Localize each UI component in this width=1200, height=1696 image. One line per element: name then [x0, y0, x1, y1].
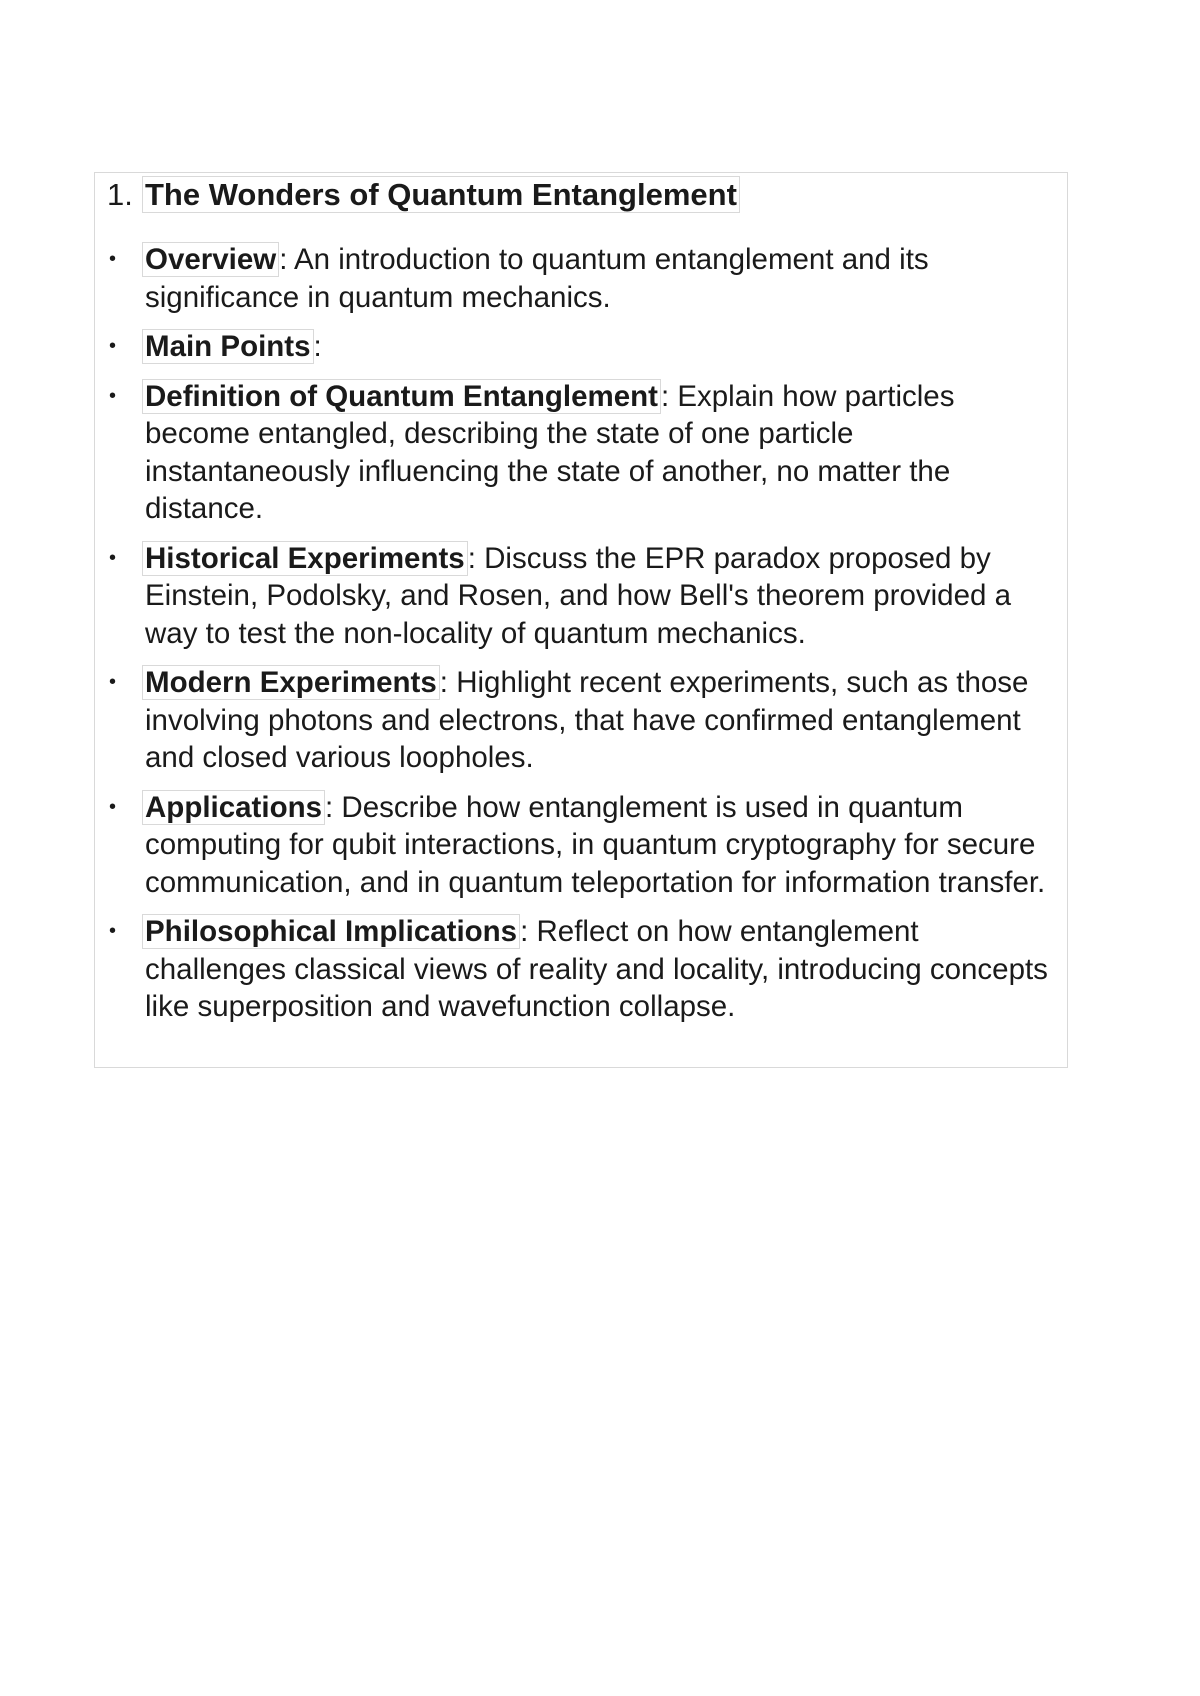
list-item-philosophical-implications [107, 913, 1052, 1026]
list-item-modern-experiments [107, 664, 1052, 777]
bullet-list [107, 241, 1052, 1038]
item-text: Explain how particles become entangled, describing the state of one particle instantaneously influencing the state of another, no matter the distance. [145, 379, 955, 525]
list-item-applications [107, 789, 1052, 902]
item-label: Definition of Quantum Entanglement [142, 379, 661, 414]
item-colon: : [439, 666, 448, 699]
item-colon: : [279, 243, 288, 276]
heading-title: The Wonders of Quantum Entanglement [142, 176, 740, 213]
bullet-icon: • [109, 384, 117, 407]
item-text: Highlight recent experiments, such as those involving photons and electrons, that have confirmed entanglement and closed various loopholes. [145, 666, 1029, 774]
bullet-icon: • [109, 671, 117, 693]
document-content-box [94, 172, 1068, 1068]
item-colon: : [467, 541, 476, 575]
item-text: An introduction to quantum entanglement and its significance in quantum mechanics. [145, 243, 929, 314]
heading-number: 1. [107, 177, 133, 212]
item-text: Reflect on how entanglement challenges classical views of reality and locality, introducing concepts like superposition and wavefunction collapse. [145, 915, 1048, 1023]
item-colon: : [325, 790, 334, 824]
item-colon: : [520, 915, 529, 948]
item-text: Describe how entanglement is used in quantum computing for qubit interactions, in quantum cryptography for secure communication, and in quantum teleportation for information transfer. [145, 790, 1046, 899]
item-label: Modern Experiments [142, 665, 440, 700]
item-label: Applications [142, 790, 325, 825]
list-item-main-points [107, 328, 1052, 366]
bullet-icon: • [109, 335, 117, 357]
item-colon: : [660, 379, 670, 413]
bullet-icon: • [109, 248, 117, 270]
item-text: Discuss the EPR paradox proposed by Einstein, Podolsky, and Rosen, and how Bell's theorem provided a way to test the non-locality of quantum mechanics. [145, 541, 1012, 650]
bullet-icon: • [109, 920, 117, 942]
list-item-definition [107, 378, 1052, 528]
item-label: Philosophical Implications [142, 914, 520, 949]
list-item-historical-experiments [107, 540, 1052, 653]
item-label: Historical Experiments [142, 541, 468, 576]
bullet-icon: • [109, 795, 117, 818]
bullet-icon: • [109, 546, 117, 569]
item-label: Main Points [142, 329, 314, 364]
item-colon: : [313, 330, 322, 363]
item-label: Overview [142, 242, 279, 277]
section-heading [107, 175, 740, 215]
list-item-overview [107, 241, 1052, 316]
